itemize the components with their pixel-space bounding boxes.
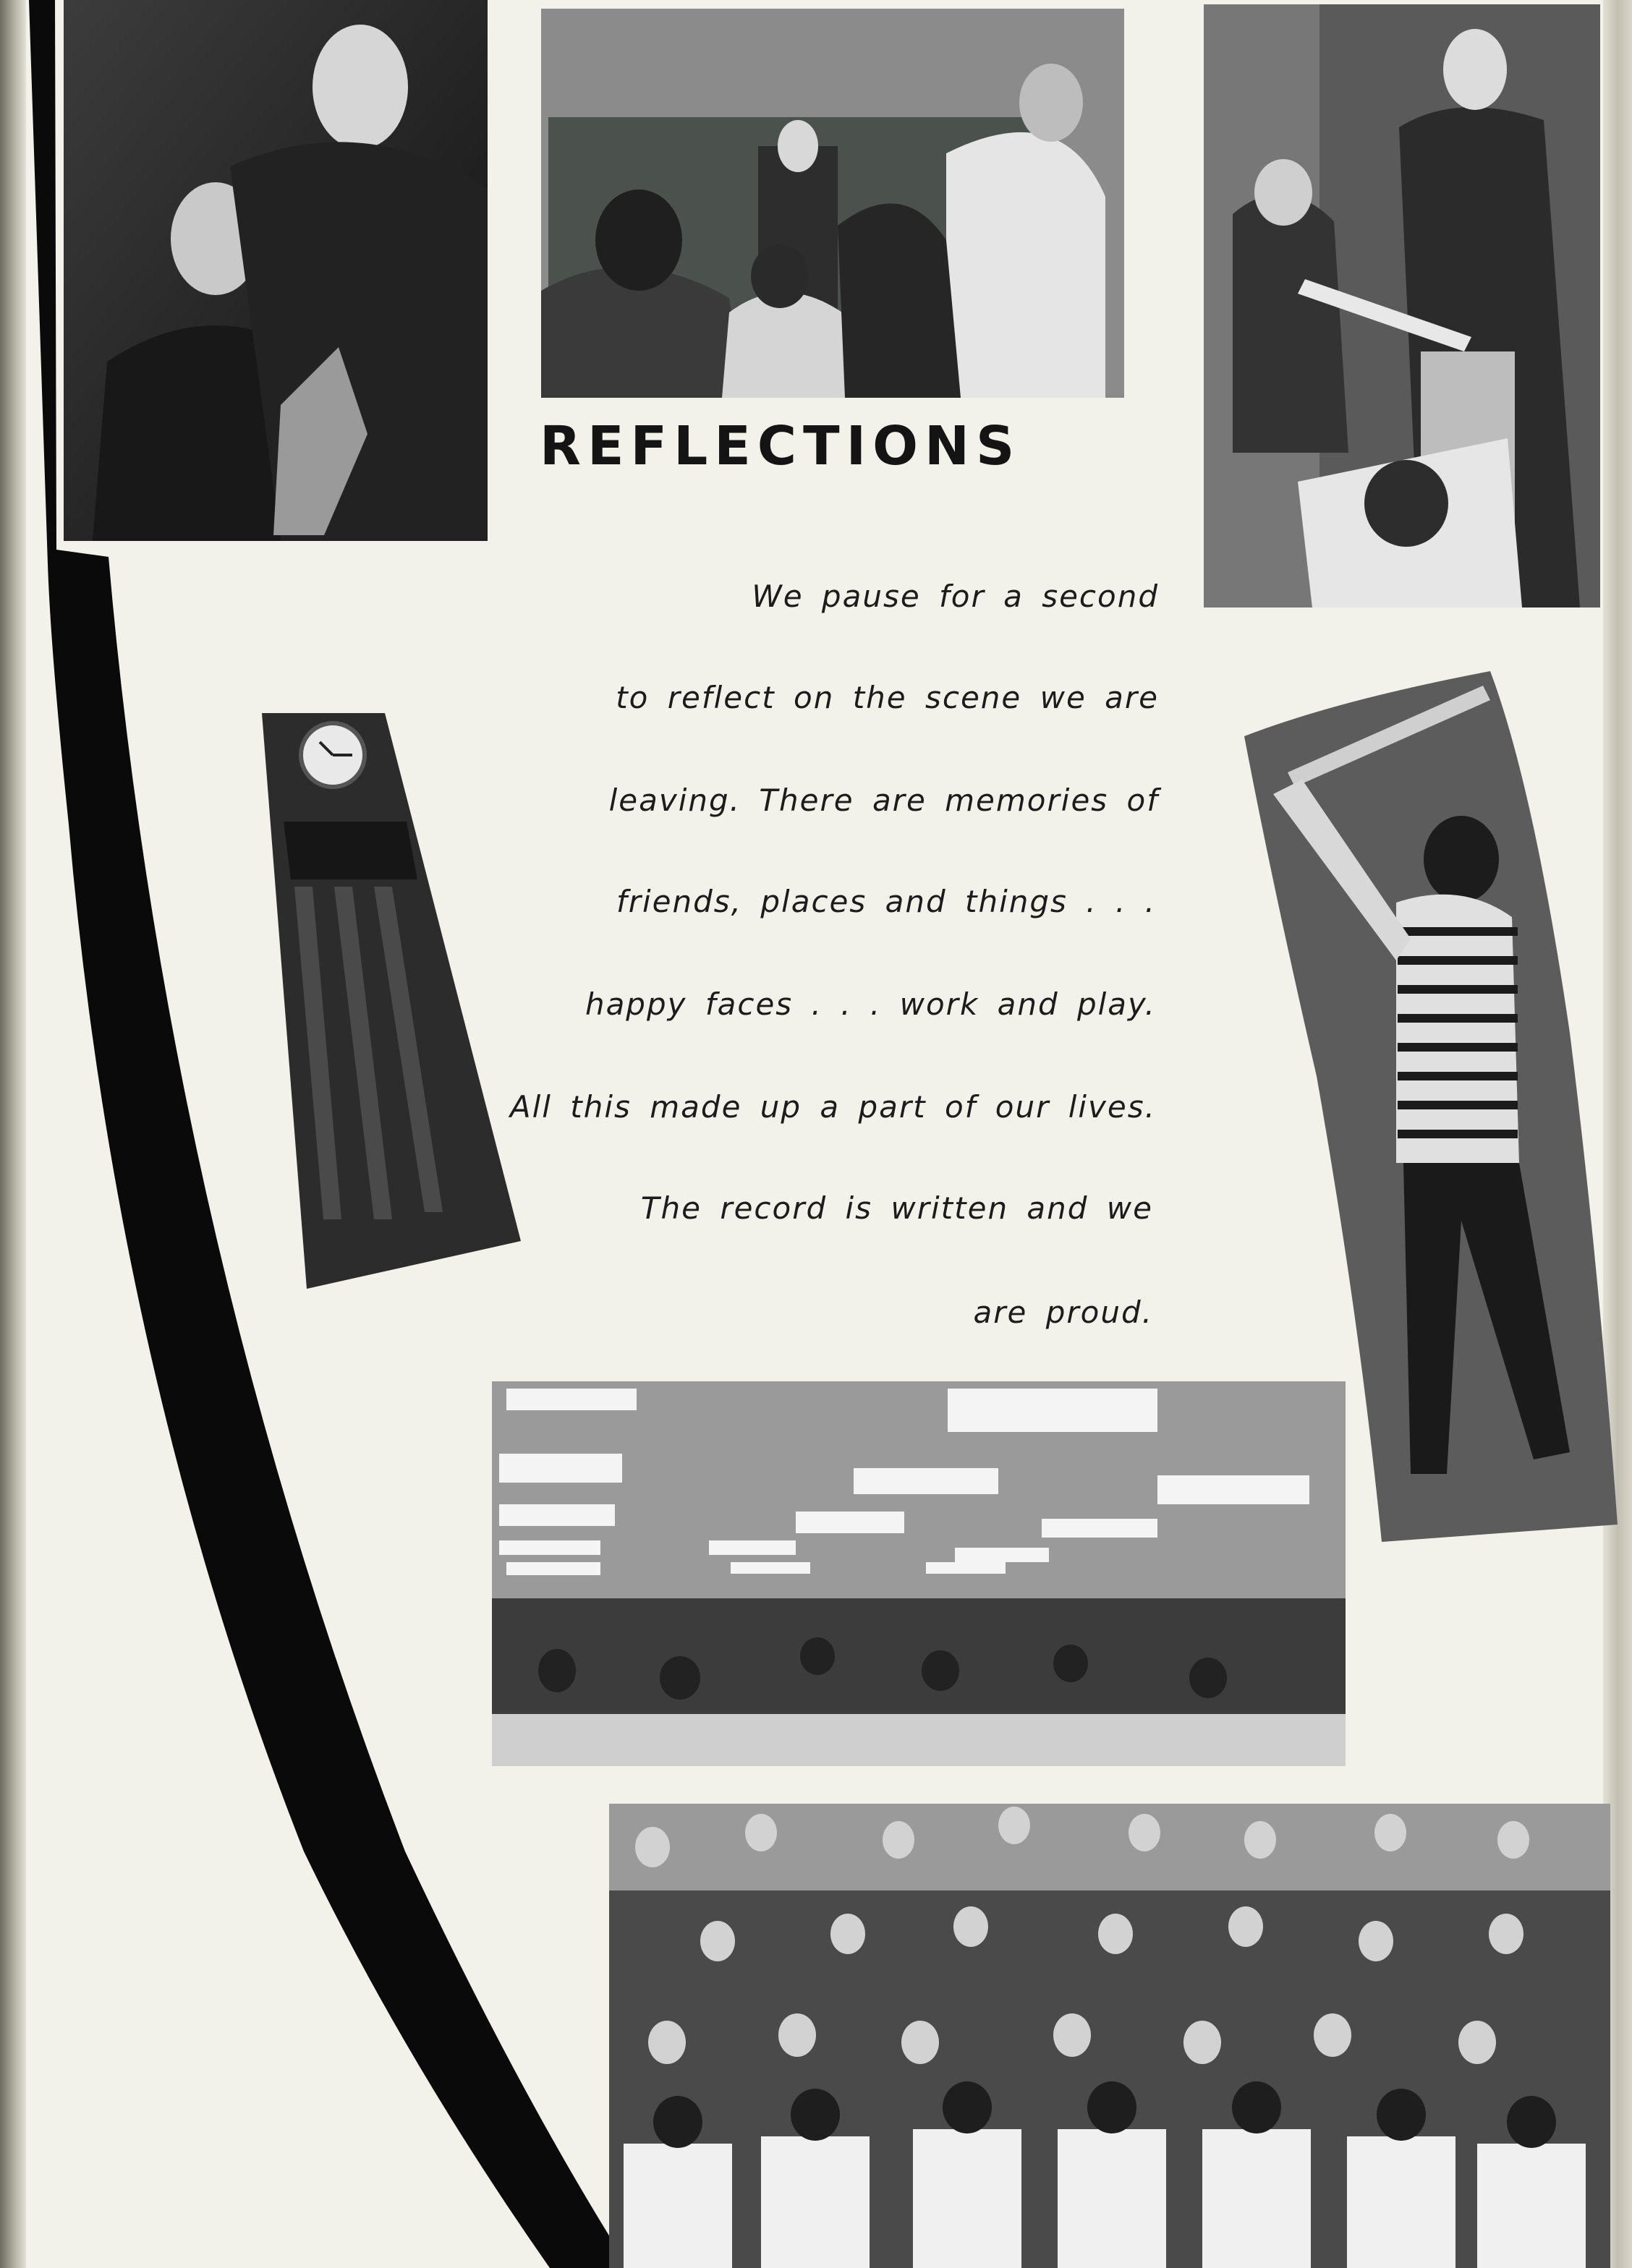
- text-line: leaving. There are memories of: [608, 783, 1159, 818]
- guitar-players-photo: [64, 0, 488, 541]
- page-title: REFLECTIONS: [540, 415, 1021, 477]
- cafeteria-photo: [492, 1381, 1346, 1766]
- classroom-photo: [541, 9, 1124, 398]
- cheerleaders-bleachers-photo: [609, 1804, 1610, 2268]
- text-line: The record is written and we: [640, 1190, 1153, 1226]
- conductor-flute-photo: [1204, 4, 1600, 608]
- clock-tower-photo: [262, 713, 521, 1289]
- text-line: All this made up a part of our lives.: [509, 1089, 1156, 1125]
- text-line: friends, places and things . . .: [616, 884, 1156, 919]
- text-line: We pause for a second: [752, 579, 1159, 614]
- text-line: are proud.: [973, 1295, 1153, 1330]
- text-line: happy faces . . . work and play.: [585, 986, 1156, 1022]
- text-line: to reflect on the scene we are: [616, 680, 1159, 715]
